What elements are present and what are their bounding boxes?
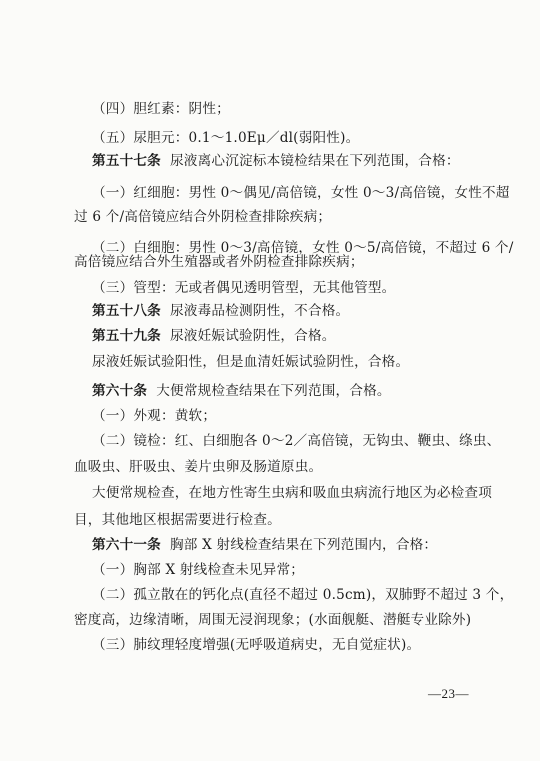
text-line: （四）胆红素：阴性； [92, 101, 230, 117]
text-line: 尿液妊娠试验阳性，但是血清妊娠试验阴性，合格。 [92, 354, 410, 370]
article-number: 第六十条 [92, 383, 148, 399]
article-text: 尿液毒品检测阴性，不合格。 [170, 303, 350, 319]
article-text: 大便常规检查结果在下列范围，合格。 [156, 383, 391, 399]
text-line: （二）镜检：红、白细胞各 0～2／高倍镜，无钩虫、鞭虫、绦虫、 [92, 433, 501, 449]
text-line: 高倍镜应结合外生殖器或者外阴检查排除疾病； [74, 254, 364, 270]
text-line: 血吸虫、肝吸虫、姜片虫卵及肠道原虫。 [74, 459, 323, 475]
page-number: —23— [428, 686, 469, 701]
text-line: （一）胸部 X 射线检查未见异常； [92, 562, 305, 578]
article-heading-57 [92, 152, 460, 170]
article-text: 胸部 X 射线检查结果在下列范围内，合格： [170, 537, 438, 553]
article-text: 尿液妊娠试验阴性，合格。 [170, 328, 336, 344]
article-number: 第六十一条 [92, 537, 161, 553]
article-number: 第五十九条 [92, 328, 161, 344]
text-line: （三）肺纹理轻度增强(无呼吸道病史，无自觉症状)。 [92, 637, 421, 653]
article-heading-59 [92, 327, 336, 345]
text-line: （三）管型：无或者偶见透明管型，无其他管型。 [92, 280, 396, 296]
text-line: 密度高，边缘清晰，周围无浸润现象；(水面舰艇、潜艇专业除外) [74, 612, 472, 628]
article-heading-60 [92, 382, 391, 400]
article-text: 尿液离心沉淀标本镜检结果在下列范围，合格： [170, 153, 460, 169]
text-line: 过 6 个/高倍镜应结合外阴检查排除疾病； [74, 209, 332, 225]
article-number: 第五十七条 [92, 153, 161, 169]
text-line: （二）白细胞：男性 0～3/高倍镜，女性 0～5/高倍镜，不超过 6 个/ [92, 240, 514, 256]
text-line: （二）孤立散在的钙化点(直径不超过 0.5cm)，双肺野不超过 3 个， [92, 587, 514, 603]
text-line: 大便常规检查，在地方性寄生虫病和吸血虫病流行地区为必检查项 [92, 485, 493, 501]
text-line: 目，其他地区根据需要进行检查。 [74, 512, 281, 528]
article-heading-58 [92, 302, 349, 320]
text-line: （五）尿胆元：0.1～1.0Eμ／dl(弱阳性)。 [92, 130, 360, 146]
text-line: （一）红细胞：男性 0～偶见/高倍镜，女性 0～3/高倍镜，女性不超 [92, 185, 510, 201]
article-heading-61 [92, 536, 437, 554]
article-number: 第五十八条 [92, 303, 161, 319]
text-line: （一）外观：黄软； [92, 408, 217, 424]
